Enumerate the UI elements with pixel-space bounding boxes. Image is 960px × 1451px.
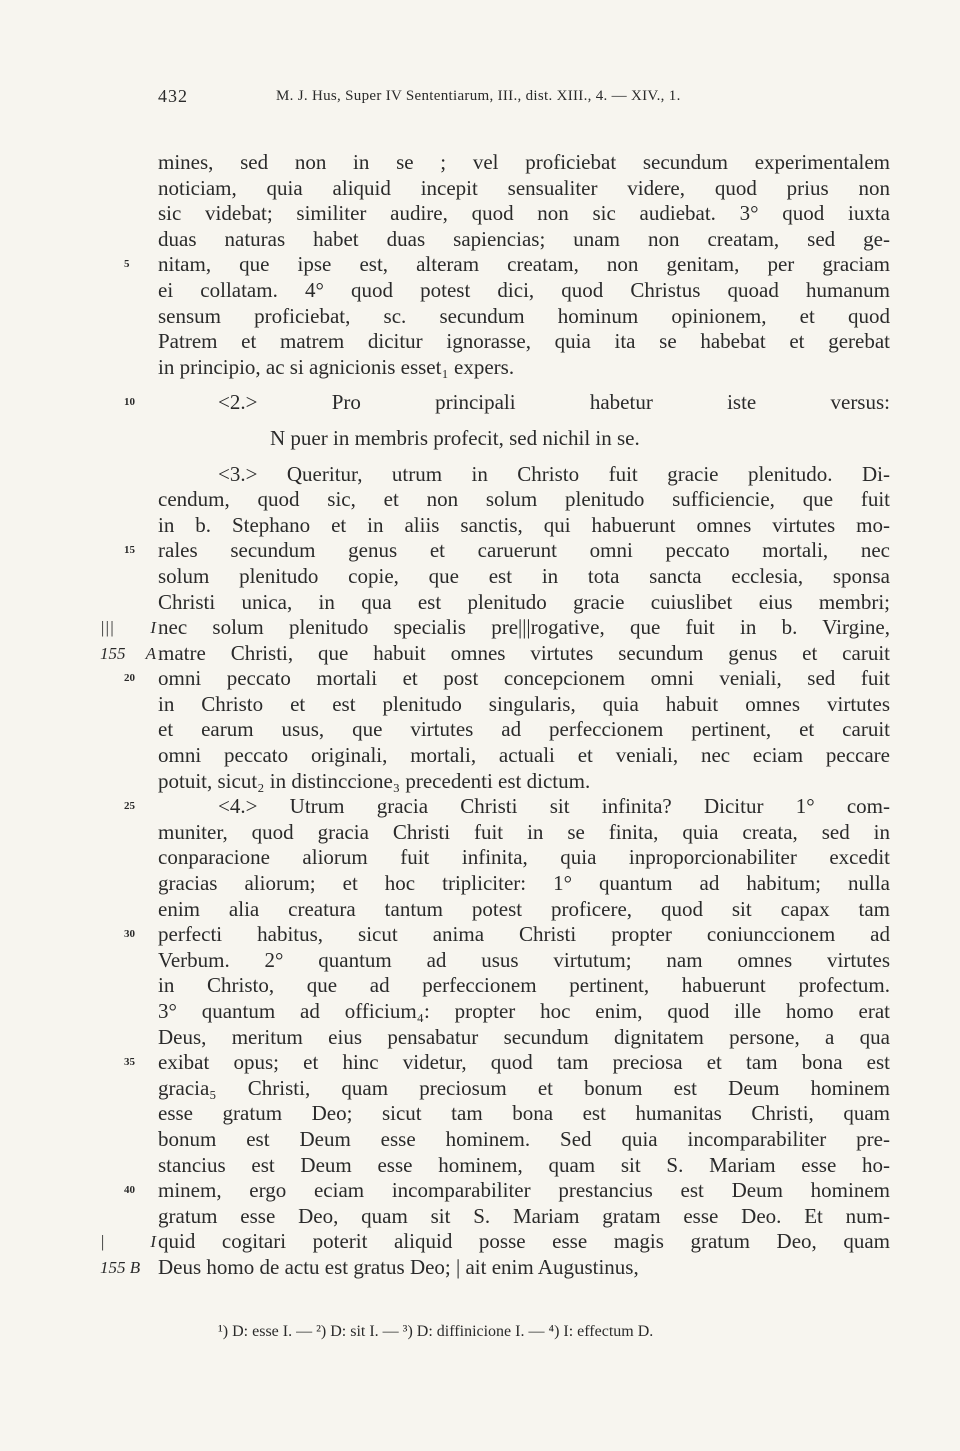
text-line bbox=[158, 897, 890, 923]
line-text: sensum proficiebat, sc. secundum hominum opinionem, et quod bbox=[158, 303, 890, 328]
text-line bbox=[100, 615, 890, 641]
line-text: sic videbat; similiter audire, quod non sic audiebat. 3° quod iuxta bbox=[158, 201, 890, 226]
text-line bbox=[158, 973, 890, 999]
footnotes: ¹) D: esse I. — ²) D: sit I. — ³) D: diffinicione I. — ⁴) I: effectum D. bbox=[218, 1323, 654, 1340]
running-title: M. J. Hus, Super IV Sententiarum, III., dist. XIII., 4. — XIV., 1. bbox=[276, 88, 681, 104]
line-text: quid cogitari poterit aliquid posse esse magis gratum Deo, quam bbox=[158, 1229, 890, 1254]
line-text: potuit, sicut₂ in distinccione₃ precedenti est dictum. bbox=[158, 768, 591, 793]
text-line bbox=[158, 513, 890, 539]
text-line bbox=[124, 538, 890, 564]
text-line bbox=[158, 564, 890, 590]
text-line bbox=[158, 717, 890, 743]
line-text: enim alia creatura tantum potest proficere, quod sit capax tam bbox=[158, 896, 890, 921]
text-line bbox=[158, 355, 890, 381]
line-text: <4.> Utrum gracia Christi sit infinita? Dicitur 1° com- bbox=[218, 794, 890, 819]
line-text: Patrem et matrem dicitur ignorasse, quia ita se habebat et gerebat bbox=[158, 329, 890, 354]
line-text: cendum, quod sic, et non solum plenitudo sufficiencie, que fuit bbox=[158, 487, 890, 512]
line-text: bonum est Deum esse hominem. Sed quia incomparabiliter pre- bbox=[158, 1126, 890, 1151]
text-line bbox=[158, 1025, 890, 1051]
line-number: 35 bbox=[124, 1056, 135, 1069]
text-line bbox=[158, 1127, 890, 1153]
text-line bbox=[158, 462, 890, 488]
text-line bbox=[124, 1050, 890, 1076]
line-text: in Christo, que ad perfeccionem pertinent, habuerunt profectum. bbox=[158, 973, 890, 998]
page-header bbox=[158, 86, 888, 114]
line-text: stancius est Deum esse hominem, quam sit S. Mariam esse ho- bbox=[158, 1152, 890, 1177]
line-text: omni peccato mortali et post concepcionem omni veniali, sed fuit bbox=[158, 666, 890, 691]
line-text: <2.> Pro principali habetur iste versus: bbox=[218, 390, 890, 415]
text-line bbox=[158, 304, 890, 330]
text-line bbox=[100, 640, 890, 667]
line-text: 3° quantum ad officium₄: propter hoc enim, quod ille homo erat bbox=[158, 999, 890, 1023]
text-line bbox=[158, 1076, 890, 1102]
text-line bbox=[158, 1153, 890, 1179]
line-text: exibat opus; et hinc videtur, quod tam preciosa et tam bona est bbox=[158, 1050, 890, 1075]
text-line bbox=[158, 769, 890, 795]
text-line bbox=[158, 201, 890, 227]
text-line bbox=[124, 666, 890, 692]
text-line bbox=[158, 845, 890, 871]
line-text: perfecti habitus, sicut anima Christi propter coniunccionem ad bbox=[158, 922, 890, 947]
line-text: Verbum. 2° quantum ad usus virtutum; nam omnes virtutes bbox=[158, 947, 890, 972]
text-line bbox=[158, 278, 890, 304]
manuscript-folio-mark: | I bbox=[100, 1232, 156, 1252]
line-number: 20 bbox=[124, 672, 135, 685]
line-text: N puer in membris profecit, sed nichil in se. bbox=[270, 425, 640, 450]
line-text: in b. Stephano et in aliis sanctis, qui habuerunt omnes virtutes mo- bbox=[158, 512, 890, 537]
line-number: 40 bbox=[124, 1184, 135, 1197]
manuscript-folio-mark: ||| I bbox=[100, 618, 156, 638]
text-line bbox=[158, 1101, 890, 1127]
manuscript-folio-mark: 155 B bbox=[100, 1257, 141, 1277]
text-line bbox=[158, 999, 890, 1025]
text-line bbox=[158, 1204, 890, 1230]
text-line bbox=[158, 227, 890, 253]
text-line bbox=[158, 150, 890, 176]
line-text: matre Christi, que habuit omnes virtutes secundum genus et caruit bbox=[158, 640, 890, 665]
line-text: rales secundum genus et caruerunt omni peccato mortali, nec bbox=[158, 538, 890, 563]
line-text: Christi unica, in qua est plenitudo gracie cuiuslibet eius membri; bbox=[158, 589, 890, 614]
line-text: Deus homo de actu est gratus Deo; | ait enim Augustinus, bbox=[158, 1254, 639, 1279]
line-text: esse gratum Deo; sicut tam bona est humanitas Christi, quam bbox=[158, 1101, 890, 1126]
line-text: gracia₅ Christi, quam preciosum et bonum est Deum hominem bbox=[158, 1075, 890, 1100]
line-text: conparacione aliorum fuit infinita, quia inproporcionabiliter excedit bbox=[158, 845, 890, 870]
text-line bbox=[158, 948, 890, 974]
text-line bbox=[158, 487, 890, 513]
page-number: 432 bbox=[158, 86, 188, 106]
text-line bbox=[124, 1178, 890, 1204]
text-line bbox=[158, 590, 890, 616]
line-text: nec solum plenitudo specialis pre|||rogative, que fuit in b. Virgine, bbox=[158, 615, 890, 640]
line-text: in principio, ac si agnicionis esset₁ expers. bbox=[158, 354, 515, 379]
line-text: et earum usus, que virtutes ad perfeccionem pertinent, et caruit bbox=[158, 717, 890, 742]
line-text: mines, sed non in se ; vel proficiebat secundum experimentalem bbox=[158, 150, 890, 174]
text-line bbox=[158, 871, 890, 897]
line-text: Deus, meritum eius pensabatur secundum dignitatem persone, a qua bbox=[158, 1024, 890, 1049]
text-line bbox=[124, 252, 890, 278]
text-line bbox=[124, 390, 890, 416]
line-text: in Christo et est plenitudo singularis, quia habuit omnes virtutes bbox=[158, 691, 890, 716]
text-line bbox=[158, 176, 890, 202]
text-line bbox=[158, 743, 890, 769]
line-number: 25 bbox=[124, 800, 135, 813]
text-line bbox=[100, 1254, 890, 1281]
text-line bbox=[158, 329, 890, 355]
line-text: muniter, quod gracia Christi fuit in se finita, quia creata, sed in bbox=[158, 819, 890, 844]
line-text: <3.> Queritur, utrum in Christo fuit gracie plenitudo. Di- bbox=[218, 461, 890, 486]
line-text: nitam, que ipse est, alteram creatam, non genitam, per graciam bbox=[158, 252, 890, 277]
line-text: ei collatam. 4° quod potest dici, quod Christus quoad humanum bbox=[158, 277, 890, 302]
line-text: solum plenitudo copie, que est in tota sancta ecclesia, sponsa bbox=[158, 563, 890, 588]
body-text bbox=[100, 150, 890, 1281]
line-number: 5 bbox=[124, 258, 130, 271]
manuscript-folio-mark: 155 A bbox=[100, 643, 156, 663]
line-text: duas naturas habet duas sapiencias; unam non creatam, sed ge- bbox=[158, 226, 890, 251]
text-line bbox=[158, 820, 890, 846]
text-line bbox=[158, 426, 890, 452]
line-number: 15 bbox=[124, 544, 135, 557]
line-text: gracias aliorum; et hoc tripliciter: 1° quantum ad habitum; nulla bbox=[158, 871, 890, 896]
text-line bbox=[124, 794, 890, 820]
line-text: omni peccato originali, mortali, actuali et veniali, nec eciam peccare bbox=[158, 743, 890, 768]
line-text: noticiam, quia aliquid incepit sensualiter videre, quod prius non bbox=[158, 175, 890, 200]
line-number: 10 bbox=[124, 396, 135, 409]
text-line bbox=[124, 922, 890, 948]
line-text: gratum esse Deo, quam sit S. Mariam gratam esse Deo. Et num- bbox=[158, 1203, 890, 1228]
text-line bbox=[158, 692, 890, 718]
text-line bbox=[100, 1229, 890, 1255]
line-number: 30 bbox=[124, 928, 135, 941]
line-text: minem, ergo eciam incomparabiliter prestancius est Deum hominem bbox=[158, 1178, 890, 1203]
